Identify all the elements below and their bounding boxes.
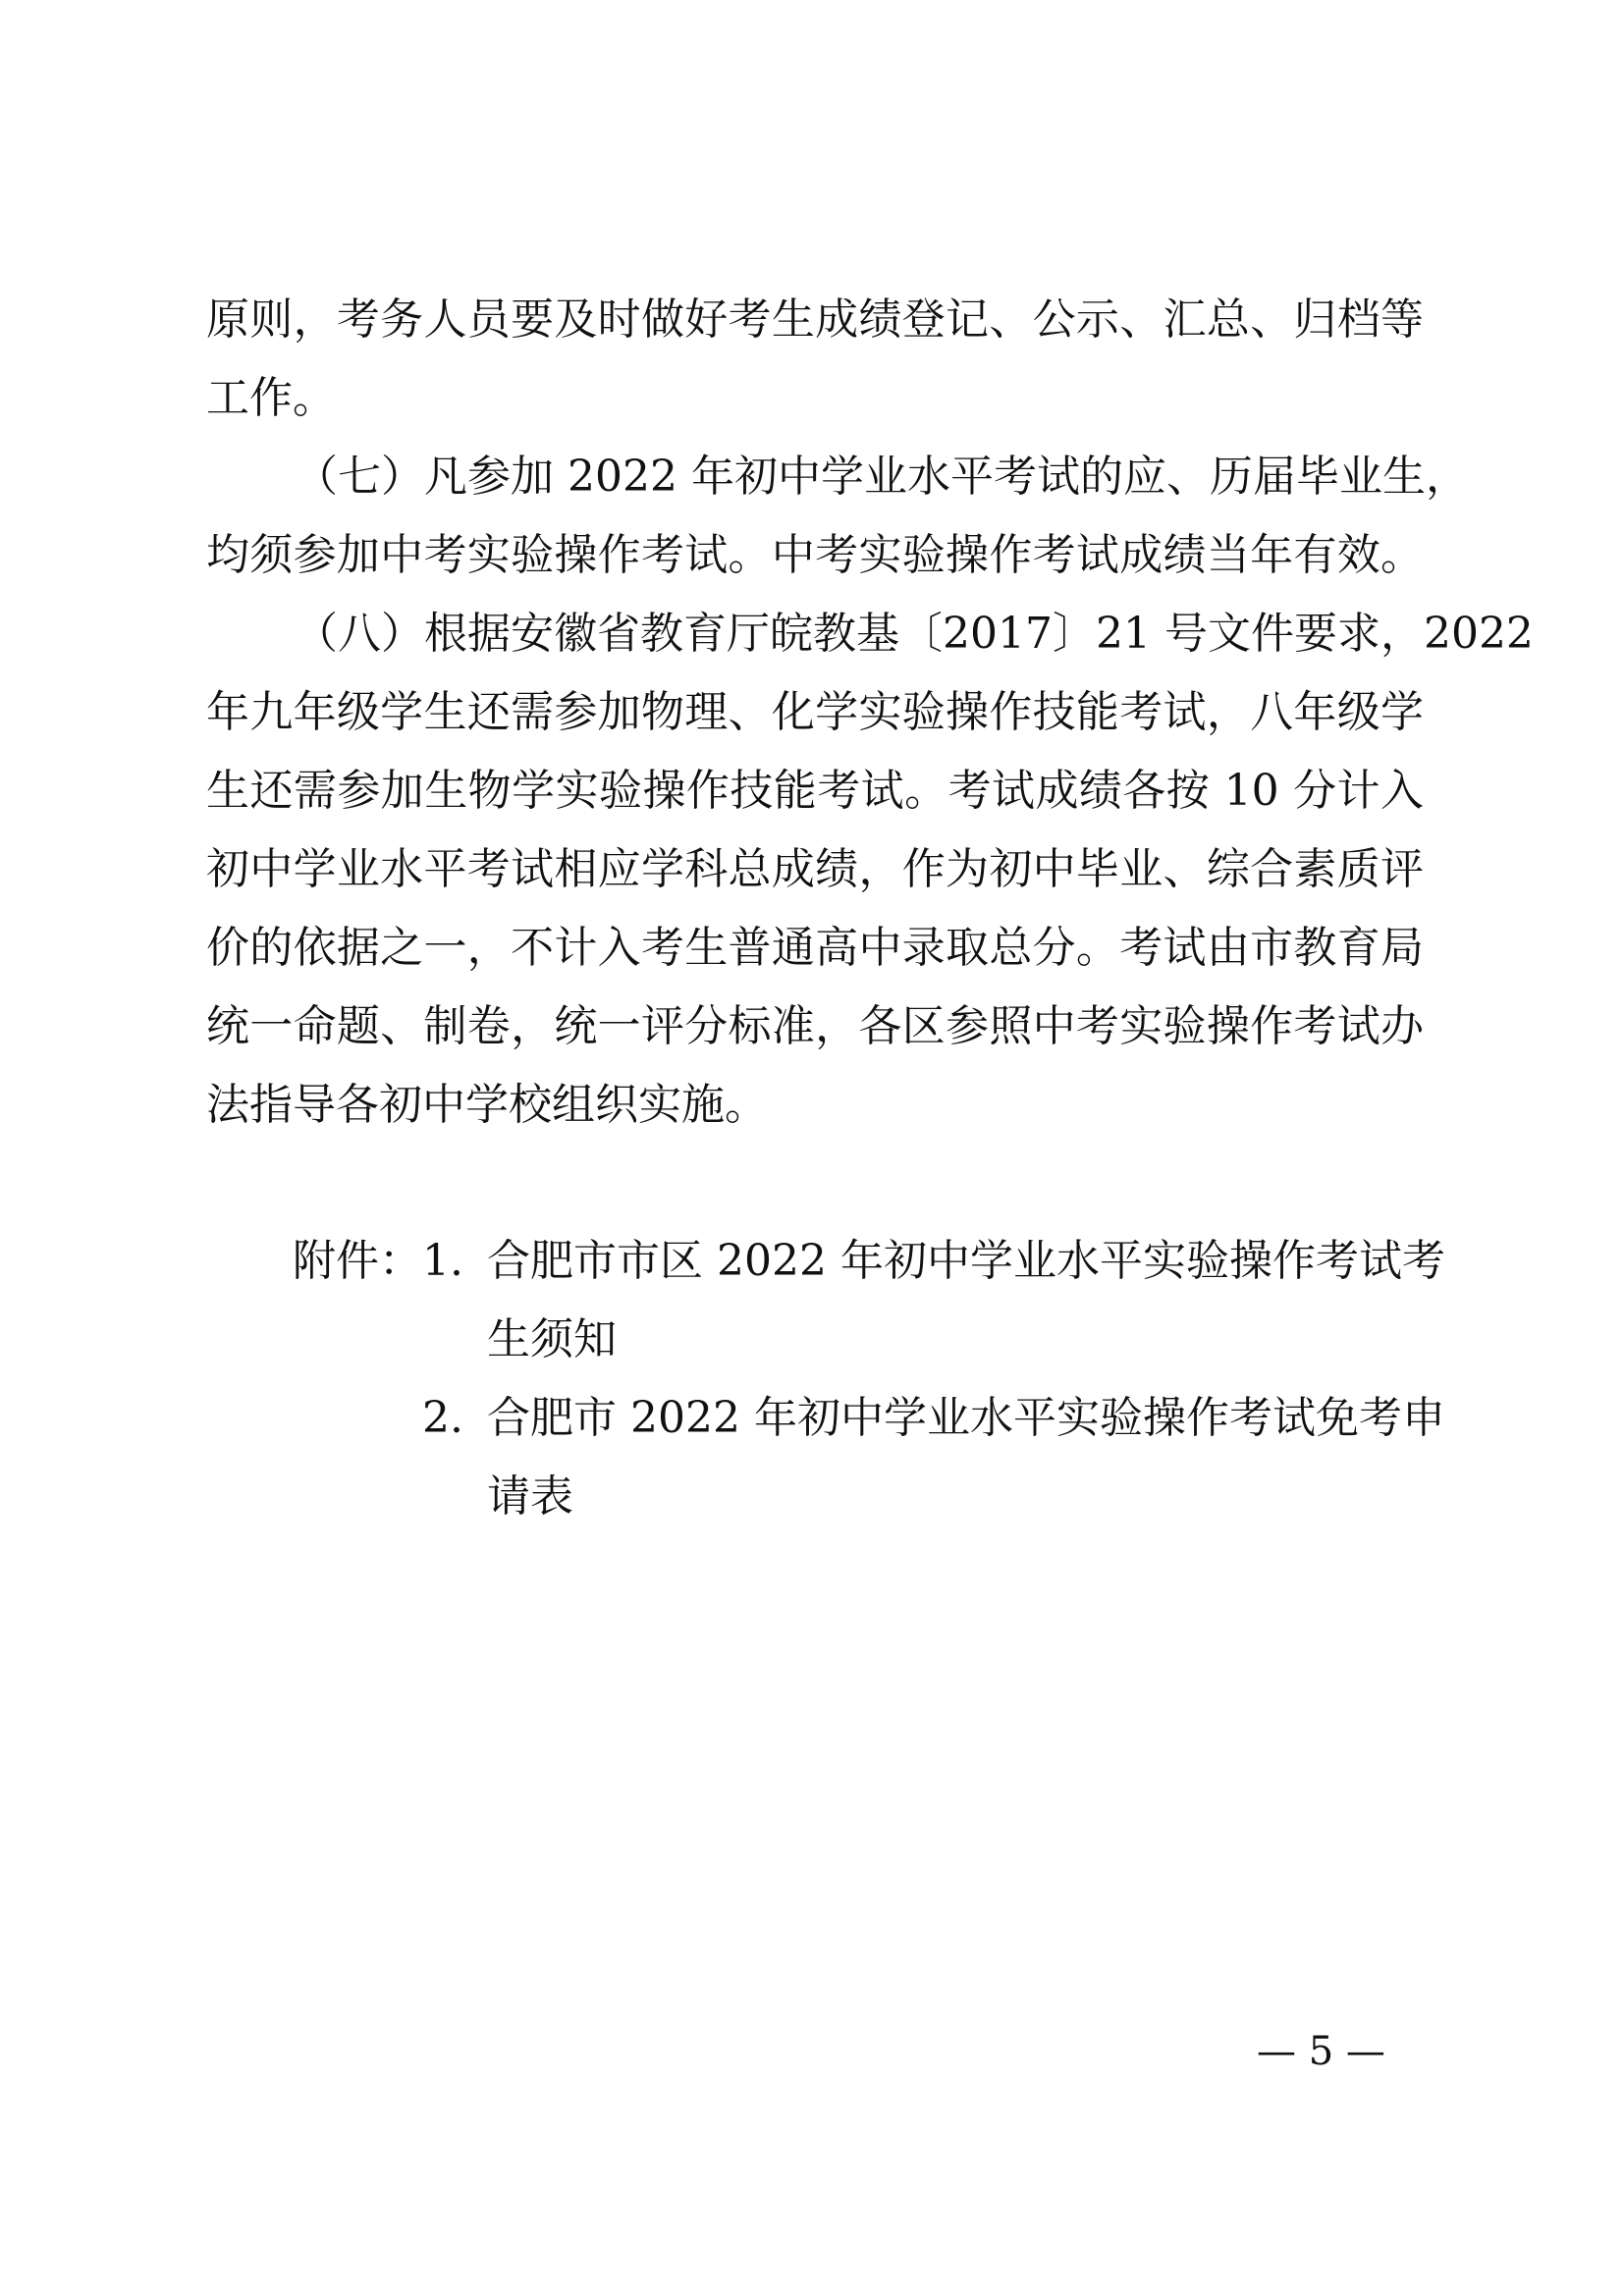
page-number: — 5 — <box>1257 2029 1385 2074</box>
body-line-3: （七）凡参加 2022 年初中学业水平考试的应、历届毕业生， <box>295 452 1469 502</box>
body-line-2: 工作。 <box>206 373 336 423</box>
attachment-1-line-2: 生须知 <box>487 1314 617 1364</box>
body-line-8: 初中学业水平考试相应学科总成绩，作为初中毕业、综合素质评 <box>206 844 1424 894</box>
body-line-1: 原则，考务人员要及时做好考生成绩登记、公示、汇总、归档等 <box>206 294 1424 345</box>
attachment-2-number: 2. <box>422 1393 463 1443</box>
body-line-11: 法指导各初中学校组织实施。 <box>206 1080 768 1130</box>
attachment-2-line-2: 请表 <box>487 1471 573 1522</box>
attachment-1-line-1: 合肥市市区 2022 年初中学业水平实验操作考试考 <box>487 1236 1445 1286</box>
body-line-4: 均须参加中考实验操作考试。中考实验操作考试成绩当年有效。 <box>206 530 1424 580</box>
body-line-6: 年九年级学生还需参加物理、化学实验操作技能考试，八年级学 <box>206 687 1424 737</box>
body-line-5: （八）根据安徽省教育厅皖教基〔2017〕21 号文件要求，2022 <box>295 609 1534 659</box>
attachment-1-number: 1. <box>422 1236 463 1286</box>
attachments-label: 附件： <box>293 1236 422 1286</box>
attachment-2-line-1: 合肥市 2022 年初中学业水平实验操作考试免考申 <box>487 1393 1445 1443</box>
body-line-7: 生还需参加生物学实验操作技能考试。考试成绩各按 10 分计入 <box>206 766 1424 816</box>
body-line-9: 价的依据之一，不计入考生普通高中录取总分。考试由市教育局 <box>206 923 1424 973</box>
body-line-10: 统一命题、制卷，统一评分标准，各区参照中考实验操作考试办 <box>206 1001 1424 1051</box>
